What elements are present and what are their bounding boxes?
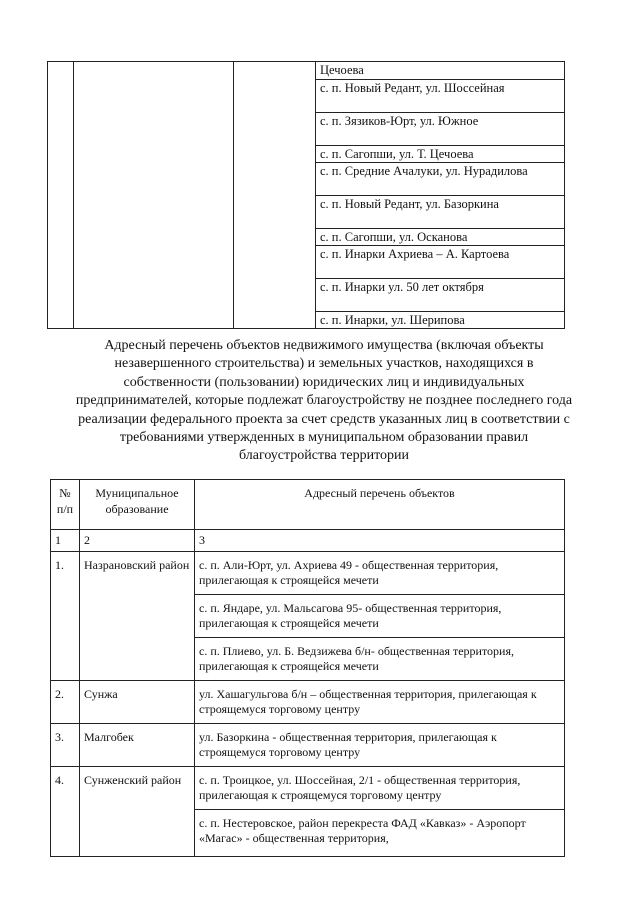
address-cell: ул. Базоркина - общественная территория, прилегающая к строящемуся торговому центру bbox=[195, 723, 565, 766]
address-cell: с. п. Али-Юрт, ул. Ахриева 49 - общественная территория, прилегающая к строящейся мечети bbox=[195, 551, 565, 594]
continuation-table bbox=[47, 61, 565, 329]
address-cell: с. п. Плиево, ул. Б. Ведзижева б/н- общественная территория, прилегающая к строящейся мечети bbox=[195, 637, 565, 680]
address-cell: с. п. Троицкое, ул. Шоссейная, 2/1 - общественная территория, прилегающая к строящемуся торговому центру bbox=[195, 766, 565, 809]
section-heading bbox=[40, 337, 608, 466]
address-cell: с. п. Инарки ул. 50 лет октября bbox=[316, 279, 565, 312]
table-row bbox=[51, 766, 565, 809]
heading-line: собственности (пользовании) юридических лиц и индивидуальных bbox=[123, 374, 525, 390]
address-cell: ул. Хашагульгова б/н – общественная территория, прилегающая к строящемуся торговому центру bbox=[195, 680, 565, 723]
header-municipality: Муниципальное образование bbox=[80, 480, 195, 530]
heading-line: требованиями утвержденных в муниципальном образовании правил bbox=[119, 430, 529, 446]
header-addresses: Адресный перечень объектов bbox=[195, 480, 565, 530]
address-cell: с. п. Новый Редант, ул. Базоркина bbox=[316, 196, 565, 229]
header-num: № п/п bbox=[51, 480, 80, 530]
address-cell: с. п. Средние Ачалуки, ул. Нурадилова bbox=[316, 163, 565, 196]
address-cell: с. п. Сагопши, ул. Осканова bbox=[316, 229, 565, 246]
heading-line: Адресный перечень объектов недвижимого имущества (включая объекты bbox=[104, 338, 544, 353]
column-index-row bbox=[51, 530, 565, 552]
address-cell: с. п. Яндаре, ул. Мальсагова 95- общественная территория, прилегающая к строящейся мечети bbox=[195, 594, 565, 637]
row-number: 2. bbox=[51, 680, 80, 723]
address-table bbox=[50, 479, 565, 857]
municipality-cell: Назрановский район bbox=[80, 551, 195, 680]
address-cell: с. п. Зязиков-Юрт, ул. Южное bbox=[316, 113, 565, 146]
address-cell: с. п. Инарки, ул. Шерипова bbox=[316, 312, 565, 329]
index-cell: 3 bbox=[195, 530, 565, 552]
address-cell: с. п. Сагопши, ул. Т. Цечоева bbox=[316, 146, 565, 163]
table-row bbox=[51, 551, 565, 594]
heading-line: реализации федерального проекта за счет средств указанных лиц в соответствии с bbox=[78, 411, 570, 427]
index-cell: 2 bbox=[80, 530, 195, 552]
heading-line: незавершенного строительства) и земельных участков, находящихся в bbox=[114, 356, 534, 372]
municipality-cell: Сунженский район bbox=[80, 766, 195, 856]
address-cell: с. п. Инарки Ахриева – А. Картоева bbox=[316, 246, 565, 279]
row-number: 3. bbox=[51, 723, 80, 766]
heading-line: благоустройства территории bbox=[238, 448, 410, 464]
row-number: 4. bbox=[51, 766, 80, 856]
table-row bbox=[51, 723, 565, 766]
index-cell: 1 bbox=[51, 530, 80, 552]
address-cell: с. п. Нестеровское, район перекреста ФАД «Кавказ» - Аэропорт «Магас» - общественная территория, bbox=[195, 809, 565, 856]
address-cell: с. п. Новый Редант, ул. Шоссейная bbox=[316, 80, 565, 113]
address-cell: Цечоева bbox=[316, 62, 565, 80]
table-row bbox=[48, 62, 565, 80]
municipality-cell: Сунжа bbox=[80, 680, 195, 723]
municipality-cell: Малгобек bbox=[80, 723, 195, 766]
row-number: 1. bbox=[51, 551, 80, 680]
table-header-row bbox=[51, 480, 565, 530]
heading-line: предпринимателей, которые подлежат благоустройству не позднее последнего года bbox=[75, 393, 573, 409]
table-row bbox=[51, 680, 565, 723]
